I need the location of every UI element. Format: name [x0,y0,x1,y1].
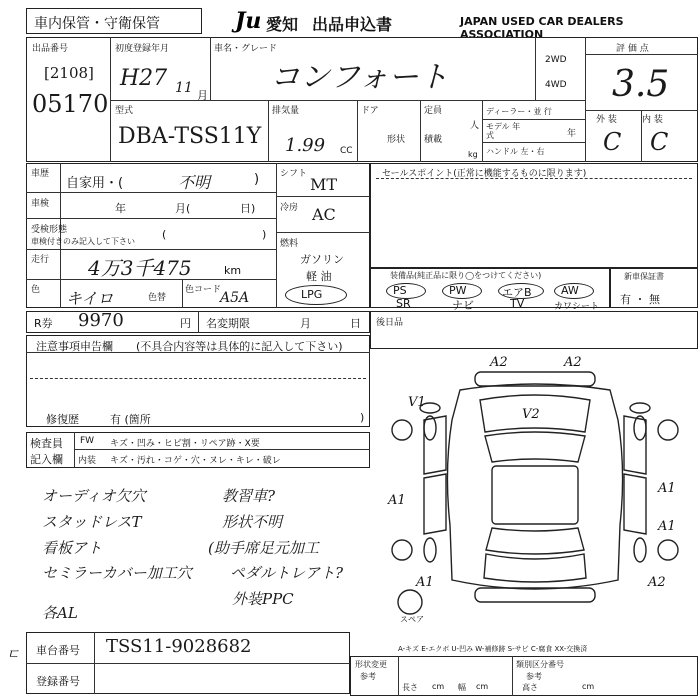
equip-aw: AW [561,284,579,297]
remark-5: 各AL [42,604,78,622]
checker-inside: 内装 [78,456,97,466]
mark-a1-right-mid: A1 [658,519,676,534]
warranty-label: 新車保証書 [624,272,664,281]
receipt-open: ( [162,228,167,241]
repair-close: ) [360,411,365,424]
model-change-label: 類別区分番号 [516,660,564,669]
equip-seat: カワシート [554,302,600,312]
doors-label: ドア [361,106,379,116]
mileage-label: 走行 [31,255,50,265]
name-change-label: 名変期限 [206,317,250,330]
mark-a2-rear-right: A2 [648,575,666,590]
length-label: 長さ [402,683,418,692]
chassis-number: TSS11-9028682 [106,636,252,657]
drive-2wd: 2WD [545,55,567,65]
remark-3: 看板アト [42,539,103,557]
equip-sr: SR [396,297,411,310]
remark-right-5: 外装PPC [232,590,294,608]
recycle-unit: 円 [180,317,191,330]
checker-fw: FW [80,436,95,446]
capacity-label: 定員 [424,106,443,116]
interior-grade: C [650,128,669,156]
displacement-label: 排気量 [272,106,300,116]
repair-label: 修復歴 [46,413,79,426]
remark-2: スタッドレスT [42,513,142,531]
score-label: 評 価 点 [616,44,649,54]
model-year-label: モデル 年式 [486,122,521,140]
damage-legend: A-キズ E-エクボ U-凹み W-補修跡 S-サビ C-腐食 XX-交換済 [398,645,588,653]
receipt-label: 受検形態 [31,225,68,235]
spare-label: スペア [400,615,424,624]
height-label: 高さ [522,683,538,692]
color-value: キイロ [66,289,114,308]
usage-value: 自家用・( [66,176,124,191]
car-name-label: 車名・グレード [214,44,278,54]
sales-point-label: セールスポイント(正常に機能するものに限ります) [382,169,587,179]
displacement-unit: CC [340,146,353,156]
usage-close: ) [254,172,260,187]
name-change-month: 月 [300,317,311,330]
name-change-day: 日 [350,317,361,330]
equip-airbag: エアB [502,286,532,299]
receipt-close: ) [262,228,267,241]
shift-value: MT [310,175,338,194]
handle-label: ハンドル 左・右 [486,147,545,156]
remark-right-2: 形状不明 [222,513,283,531]
aircon-value: AC [312,205,336,224]
color-code-label: 色コード [185,285,222,295]
inspection-day: 日) [240,202,256,215]
lot-label: 出品番号 [32,44,69,54]
remark-right-4: ペダルトレアト? [230,564,344,582]
shape-label: 形状 [387,135,406,145]
repair-value: 有 (箇所 [110,413,151,426]
notes-subtitle: (不具合内容等は具体的に記入して下さい) [136,340,343,353]
cm-1: cm [432,682,445,691]
checker-row-2: キズ・汚れ・コゲ・穴・ヌレ・キレ・破レ [110,456,281,466]
receipt-note: 車検付きのみ記入して下さい [31,237,135,246]
warranty-value: 有 ・ 無 [620,293,660,306]
model-label: 型式 [115,106,134,116]
ju-logo: Ju [235,8,262,34]
color-label: 色 [31,285,41,295]
lot-number: 05170 [32,90,109,118]
fuel-label: 燃料 [280,239,299,249]
fuel-gasoline: ガソリン [300,253,344,266]
mark-a1-left: A1 [388,493,406,508]
form-title: 出品申込書 [312,15,393,34]
lot-code: [2108] [44,64,94,82]
checker-row-1: キズ・凹み・ヒビ割・リペア跡・X要 [110,439,260,449]
remark-1: オーディオ欠穴 [42,487,146,505]
month-unit: 月 [197,89,208,102]
chassis-label: 車台番号 [36,644,80,657]
inspection-year: 年 [115,202,126,215]
mark-a2-front-left: A2 [490,355,508,370]
fuel-lpg: LPG [301,288,323,301]
score-value: 3.5 [612,64,670,105]
mileage-unit: km [224,264,242,277]
remark-right-3: (助手席足元加工 [208,539,319,557]
post-input-box [370,311,698,349]
drive-4wd: 4WD [545,80,567,90]
usage-label: 車歴 [31,169,50,179]
exterior-grade: C [603,128,622,156]
model-code: DBA-TSS11Y [118,124,262,149]
equip-tv: TV [510,297,525,310]
registration-era: H27 [120,66,168,91]
registration-month: 11 [175,80,193,96]
mark-a1-right-top: A1 [658,481,676,496]
dealer-label: ディーラー・並 行 [486,107,552,116]
mark-a2-front-right: A2 [564,355,582,370]
equip-navi: ナビ [452,299,474,312]
interior-label: 内 装 [642,115,663,125]
recycle-label: R券 [34,317,53,330]
mark-a1-left-rear: A1 [416,575,434,590]
aircon-label: 冷房 [280,203,299,213]
shape-change-label: 形状変更 [355,660,387,669]
year-unit: 年 [567,129,577,139]
car-name: コンフォート [270,60,449,95]
inspection-label: 車検 [31,199,50,209]
fuel-diesel: 軽 油 [306,270,332,283]
storage-label: 車内保管・守衛保管 [34,16,160,32]
remark-4: セミラーカバー加工穴 [42,564,192,582]
remark-right-1: 教習車? [222,487,276,505]
exterior-label: 外 装 [596,115,617,125]
cm-3: cm [582,682,595,691]
cm-2: cm [476,682,489,691]
mileage-value: 4万3千475 [88,256,192,280]
recycle-value: 9970 [78,310,124,331]
capacity-unit: 人 [470,121,480,131]
color-code: A5A [220,290,250,306]
registration-label: 初度登録年月 [115,44,170,54]
auction-name: 愛知 [266,15,299,34]
plate-label: 登録番号 [36,675,80,688]
equipment-label: 装備品(純正品に限り◯をつけてください) [390,271,542,280]
car-damage-diagram [380,350,698,640]
load-unit: kg [468,150,478,159]
shift-label: シフト [280,169,308,179]
mark-v2: V2 [522,407,540,422]
inspection-month: 月( [175,202,191,215]
width-label: 幅 [458,683,466,692]
ref2-label: 参考 [526,672,542,681]
ref-label: 参考 [360,672,376,681]
equip-ps: PS [393,284,407,297]
notes-title: 注意事項申告欄 [36,340,113,353]
mark-v1: V1 [408,395,426,410]
color-swatch-label: 色替 [148,293,167,303]
checker-label-2: 記入欄 [30,453,63,466]
margin-mark: ㄷ [6,647,20,663]
post-input-label: 後日品 [376,318,404,328]
checker-label-1: 検査員 [30,437,63,450]
load-label: 積載 [424,135,443,145]
usage-unknown: 不明 [178,173,211,192]
displacement-value: 1.99 [285,135,326,156]
equip-pw: PW [449,284,467,297]
association-name: JAPAN USED CAR DEALERS ASSOCIATION [460,15,624,41]
